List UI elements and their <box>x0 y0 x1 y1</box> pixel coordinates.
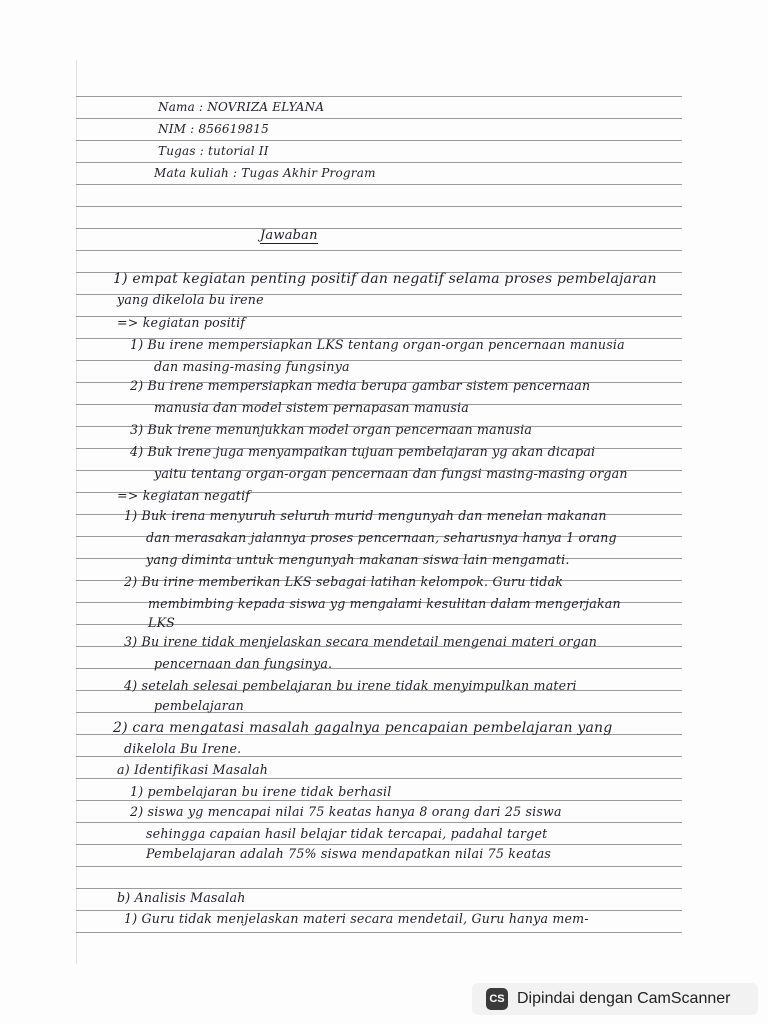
page-margin-line <box>76 60 77 964</box>
answer-line: yaitu tentang organ-organ pencernaan dan fungsi masing-masing organ <box>154 466 628 481</box>
answer-line: dan merasakan jalannya proses pencernaan, seharusnya hanya 1 orang <box>146 530 617 545</box>
ruled-line <box>76 756 682 757</box>
answer-line: LKS <box>148 615 175 630</box>
course-name: Mata kuliah : Tugas Akhir Program <box>154 166 376 180</box>
ruled-line <box>76 932 682 933</box>
answer-line: 2) Bu irene mempersiapkan media berupa gambar sistem pencernaan <box>130 378 591 393</box>
ruled-line <box>76 162 682 163</box>
answer-line: dan masing-masing fungsinya <box>154 359 350 374</box>
ruled-line <box>76 866 682 867</box>
answer-line: 3) Buk irene menunjukkan model organ pencernaan manusia <box>130 422 533 437</box>
answer-heading: Jawaban <box>260 228 318 243</box>
ruled-line <box>76 822 682 823</box>
ruled-line <box>76 96 682 97</box>
answer-line: => kegiatan negatif <box>117 488 251 503</box>
ruled-line <box>76 888 682 889</box>
answer-line: 2) siswa yg mencapai nilai 75 keatas hanya 8 orang dari 25 siswa <box>130 804 562 819</box>
answer-line: 1) Bu irene mempersiapkan LKS tentang organ-organ pencernaan manusia <box>130 337 625 352</box>
answer-line: 4) setelah selesai pembelajaran bu irene tidak menyimpulkan materi <box>124 678 577 693</box>
answer-line: 1) empat kegiatan penting positif dan negatif selama proses pembelajaran <box>113 271 657 287</box>
answer-line: yang diminta untuk mengunyah makanan siswa lain mengamati. <box>146 552 570 567</box>
answer-line: manusia dan model sistem pernapasan manusia <box>154 400 469 415</box>
answer-line: 2) Bu irine memberikan LKS sebagai latihan kelompok. Guru tidak <box>124 574 564 589</box>
camscanner-logo-icon: CS <box>486 988 508 1010</box>
answer-line: 1) Guru tidak menjelaskan materi secara mendetail, Guru hanya mem- <box>124 911 589 926</box>
answer-line: dikelola Bu Irene. <box>124 741 242 756</box>
ruled-line <box>76 800 682 801</box>
answer-line: a) Identifikasi Masalah <box>117 762 269 777</box>
answer-line: sehingga capaian hasil belajar tidak tercapai, padahal target <box>146 826 548 841</box>
answer-line: yang dikelola bu irene <box>117 292 264 307</box>
ruled-line <box>76 250 682 251</box>
answer-line: 1) Buk irena menyuruh seluruh murid mengunyah dan menelan makanan <box>124 508 607 523</box>
student-name: Nama : NOVRIZA ELYANA <box>158 100 325 114</box>
answer-line: membimbing kepada siswa yg mengalami kesulitan dalam mengerjakan <box>148 596 621 611</box>
answer-line: pencernaan dan fungsinya. <box>154 656 333 671</box>
answer-line: 2) cara mengatasi masalah gagalnya pencapaian pembelajaran yang <box>113 720 613 736</box>
answer-line: b) Analisis Masalah <box>117 890 246 905</box>
ruled-line <box>76 844 682 845</box>
answer-line: 4) Buk irene juga menyampaikan tujuan pembelajaran yg akan dicapai <box>130 444 596 459</box>
ruled-line <box>76 778 682 779</box>
ruled-line <box>76 228 682 229</box>
answer-line: 3) Bu irene tidak menjelaskan secara mendetail mengenai materi organ <box>124 634 598 649</box>
answer-line: 1) pembelajaran bu irene tidak berhasil <box>130 784 392 799</box>
camscanner-label: Dipindai dengan CamScanner <box>517 990 731 1007</box>
ruled-line <box>76 140 682 141</box>
ruled-line <box>76 206 682 207</box>
assignment-title: Tugas : tutorial II <box>158 144 269 158</box>
ruled-line <box>76 184 682 185</box>
camscanner-watermark <box>472 983 758 1015</box>
answer-line: Pembelajaran adalah 75% siswa mendapatkan nilai 75 keatas <box>146 846 552 861</box>
ruled-line <box>76 118 682 119</box>
answer-line: pembelajaran <box>154 698 244 713</box>
answer-line: => kegiatan positif <box>117 315 246 330</box>
student-id: NIM : 856619815 <box>158 122 269 136</box>
